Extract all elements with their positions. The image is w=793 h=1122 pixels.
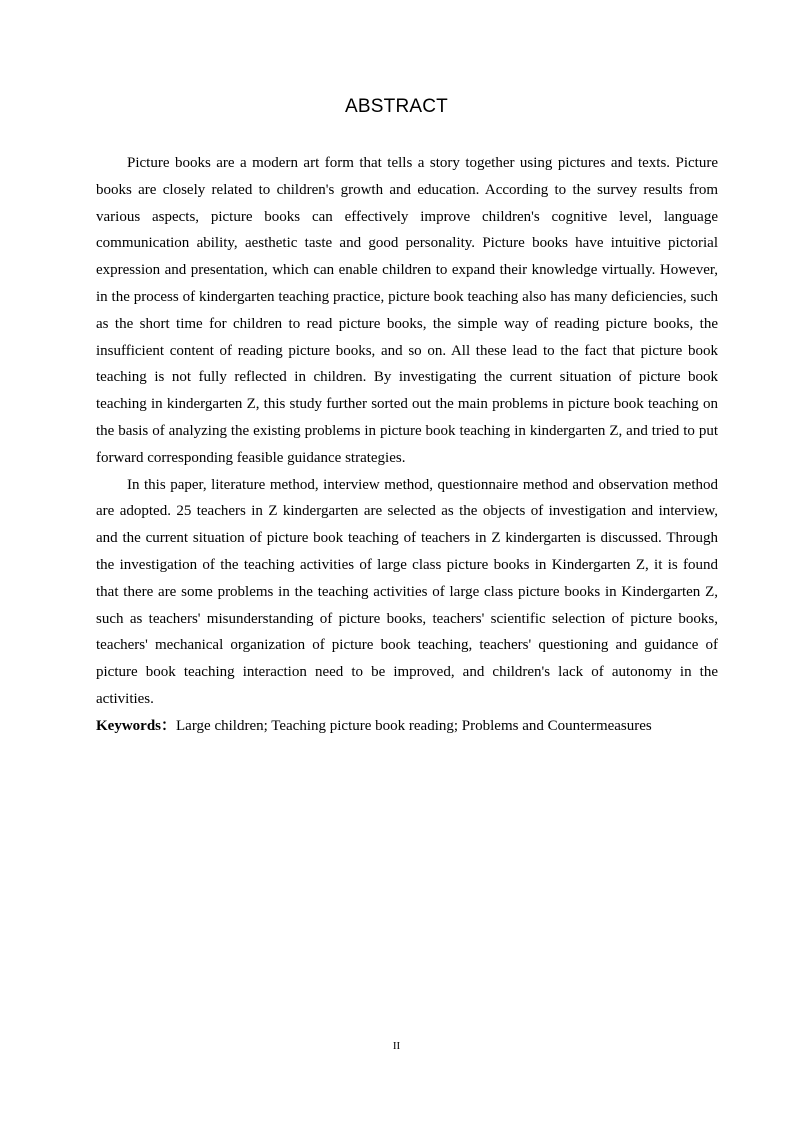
abstract-title: ABSTRACT — [345, 96, 448, 117]
abstract-body — [96, 150, 718, 740]
keywords-label: Keywords： — [96, 717, 176, 734]
page-number: II — [392, 1040, 401, 1052]
abstract-paragraph-1: Picture books are a modern art form that tells a story together using pictures and texts. Picture books are closely related to children's growth and education. According to the survey results from various aspects, picture books can effectively improve children's cognitive level, language communication ability, aesthetic taste and good personality. Picture books have intuitive pictorial expression and presentation, which can enable children to expand their knowledge virtually. However, in the process of kindergarten teaching practice, picture book teaching also has many deficiencies, such as the short time for children to read picture books, the simple way of reading picture books, the insufficient content of reading picture books, and so on. All these lead to the fact that picture book teaching is not fully reflected in children. By investigating the current situation of picture book teaching in kindergarten Z, this study further sorted out the main problems in picture book teaching on the basis of analyzing the existing problems in picture book teaching in kindergarten Z, and tried to put forward corresponding feasible guidance strategies. — [96, 155, 718, 466]
keywords-text: Large children; Teaching picture book reading; Problems and Countermeasures — [176, 717, 652, 734]
keywords-line — [96, 713, 718, 740]
abstract-paragraph-2: In this paper, literature method, interview method, questionnaire method and observation method are adopted. 25 teachers in Z kindergarten are selected as the objects of investigation and interview, and the current situation of picture book teaching of teachers in Z kindergarten is discussed. Through the investigation of the teaching activities of large class picture books in Kindergarten Z, it is found that there are some problems in the teaching activities of large class picture books in Kindergarten Z, such as teachers' misunderstanding of picture books, teachers' scientific selection of picture books, teachers' mechanical organization of picture book teaching, teachers' questioning and guidance of picture book teaching interaction need to be improved, and children's lack of autonomy in the activities. — [96, 476, 718, 707]
